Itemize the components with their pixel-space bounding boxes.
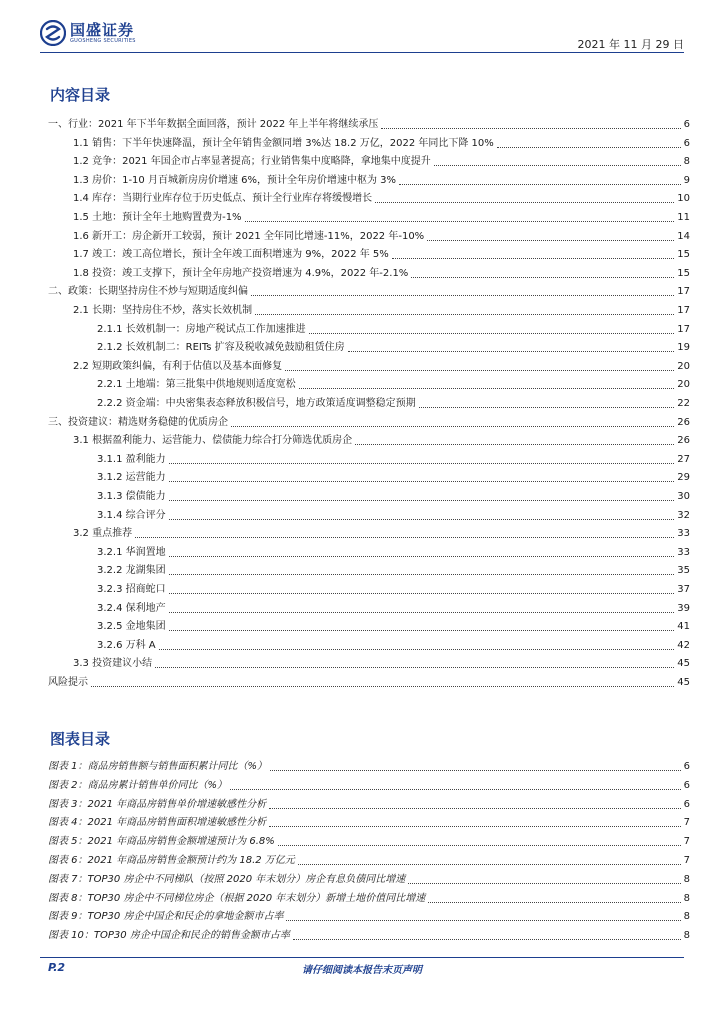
dot-leader bbox=[135, 536, 674, 538]
toc-entry-label: 3.1.2 运营能力 bbox=[97, 472, 166, 484]
toc-entry[interactable] bbox=[48, 374, 690, 392]
figure-entry-label: 图表 2：商品房累计销售单价同比（%） bbox=[48, 779, 228, 791]
toc-entry[interactable] bbox=[48, 244, 690, 262]
toc-entry-page: 17 bbox=[677, 286, 690, 298]
dot-leader bbox=[392, 257, 674, 259]
toc-entry-page: 9 bbox=[683, 174, 690, 186]
toc-entry[interactable] bbox=[48, 616, 690, 634]
figure-entry-label: 图表 5：2021 年商品房销售金额增速预计为 6.8% bbox=[48, 836, 275, 848]
header-divider bbox=[40, 52, 684, 53]
dot-leader bbox=[427, 239, 674, 241]
toc-entry-label: 3.2.1 华润置地 bbox=[97, 546, 166, 558]
dot-leader bbox=[230, 788, 681, 790]
dot-leader bbox=[169, 573, 675, 575]
figure-list-title: 图表目录 bbox=[50, 730, 111, 748]
brand-name-cn: 国盛证券 bbox=[70, 20, 135, 39]
toc-entry-label: 2.2.2 资金端：中央密集表态释放积极信号，地方政策适度调整稳定预期 bbox=[97, 398, 416, 409]
dot-leader bbox=[355, 443, 674, 445]
toc-entry-label: 3.2.6 万科 A bbox=[97, 639, 156, 651]
toc-entry[interactable] bbox=[48, 486, 690, 504]
dot-leader bbox=[381, 127, 680, 129]
toc-entry-label: 3.1.1 盈利能力 bbox=[97, 453, 166, 465]
toc-entry[interactable] bbox=[48, 579, 690, 597]
toc-entry-page: 17 bbox=[677, 305, 690, 316]
figure-entry[interactable] bbox=[48, 794, 690, 812]
toc-entry[interactable] bbox=[48, 319, 690, 337]
dot-leader bbox=[155, 666, 674, 668]
dot-leader bbox=[411, 276, 674, 278]
toc-entry-page: 8 bbox=[683, 156, 690, 168]
footer-divider bbox=[40, 957, 684, 958]
dot-leader bbox=[348, 350, 675, 352]
toc-entry-page: 30 bbox=[677, 491, 690, 502]
toc-entry-label: 3.1.3 偿债能力 bbox=[97, 491, 166, 502]
toc-entry-page: 41 bbox=[677, 621, 690, 633]
toc-entry-page: 15 bbox=[677, 249, 690, 261]
dot-leader bbox=[293, 938, 681, 940]
figure-entry-label: 图表 6：2021 年商品房销售金额预计约为 18.2 万亿元 bbox=[48, 855, 295, 866]
toc-entry-label: 3.1.4 综合评分 bbox=[97, 509, 166, 521]
toc-entry-page: 37 bbox=[677, 584, 690, 595]
toc-entry-page: 11 bbox=[677, 212, 690, 223]
dot-leader bbox=[309, 332, 675, 334]
figure-entry-label: 图表 9：TOP30 房企中国企和民企的拿地金额市占率 bbox=[48, 911, 284, 923]
dot-leader bbox=[159, 648, 675, 650]
dot-leader bbox=[270, 769, 681, 771]
figure-entry[interactable] bbox=[48, 756, 690, 774]
dot-leader bbox=[269, 825, 680, 827]
dot-leader bbox=[255, 313, 674, 315]
dot-leader bbox=[251, 294, 674, 296]
figure-entry[interactable] bbox=[48, 906, 690, 924]
toc-entry[interactable] bbox=[48, 653, 690, 671]
toc-entry-label: 2.2 短期政策纠偏，有利于估值以及基本面修复 bbox=[73, 360, 283, 372]
figure-entry[interactable] bbox=[48, 869, 690, 887]
dot-leader bbox=[399, 183, 681, 185]
toc-entry[interactable] bbox=[48, 337, 690, 355]
toc-entry[interactable] bbox=[48, 300, 690, 318]
toc-entry-label: 1.4 库存：当期行业库存位于历史低点、预计全行业库存将缓慢增长 bbox=[73, 193, 373, 205]
toc-entry[interactable] bbox=[48, 170, 690, 188]
toc-entry[interactable] bbox=[48, 430, 690, 448]
toc-entry[interactable] bbox=[48, 505, 690, 523]
toc-entry[interactable] bbox=[48, 263, 690, 281]
figure-entry-label: 图表 1：商品房销售额与销售面积累计同比（%） bbox=[48, 761, 268, 772]
dot-leader bbox=[375, 201, 674, 203]
figure-entry[interactable] bbox=[48, 812, 690, 830]
toc-entry-label: 1.8 投资：竣工支撑下，预计全年房地产投资增速为 4.9%，2022 年-2.1% bbox=[73, 267, 409, 279]
figure-entry-label: 图表 7：TOP30 房企中不同梯队（按照 2020 年末划分）房企有息负债同比增速 bbox=[48, 873, 406, 885]
toc-entry-label: 2.1.2 长效机制二：REITs 扩容及税收减免鼓励租赁住房 bbox=[97, 342, 345, 354]
figure-entry-label: 图表 10：TOP30 房企中国企和民企的销售金额市占率 bbox=[48, 930, 290, 942]
toc-entry[interactable] bbox=[48, 226, 690, 244]
dot-leader bbox=[286, 919, 680, 921]
toc-entry-page: 27 bbox=[677, 453, 690, 465]
toc-entry[interactable] bbox=[48, 598, 690, 616]
dot-leader bbox=[169, 611, 675, 613]
dot-leader bbox=[169, 555, 675, 557]
toc-entry-page: 6 bbox=[683, 119, 690, 130]
dot-leader bbox=[434, 164, 681, 166]
page-header bbox=[40, 20, 684, 52]
toc-entry-page: 33 bbox=[677, 546, 690, 558]
toc-entry-page: 45 bbox=[677, 677, 690, 688]
toc-entry-label: 3.2.5 金地集团 bbox=[97, 621, 166, 633]
figure-entry-page: 8 bbox=[683, 873, 690, 885]
report-date: 2021 年 11 月 29 日 bbox=[577, 38, 684, 51]
dot-leader bbox=[169, 518, 675, 520]
dot-leader bbox=[428, 901, 680, 903]
dot-leader bbox=[169, 462, 675, 464]
toc-entry-label: 2.2.1 土地端：第三批集中供地规则适度宽松 bbox=[97, 379, 296, 391]
toc-entry[interactable] bbox=[48, 560, 690, 578]
toc-entry-page: 26 bbox=[677, 416, 690, 428]
dot-leader bbox=[231, 425, 674, 427]
toc-entry[interactable] bbox=[48, 467, 690, 485]
toc-entry[interactable] bbox=[48, 542, 690, 560]
toc-entry-page: 26 bbox=[677, 435, 690, 447]
toc-entry-page: 39 bbox=[677, 602, 690, 614]
toc-entry[interactable] bbox=[48, 412, 690, 430]
toc-entry[interactable] bbox=[48, 523, 690, 541]
toc-entry-label: 2.1.1 长效机制一：房地产税试点工作加速推进 bbox=[97, 323, 306, 335]
toc-entry-page: 29 bbox=[677, 472, 690, 484]
toc-entry-label: 1.3 房价：1-10 月百城新房房价增速 6%，预计全年房价增速中枢为 3% bbox=[73, 174, 397, 186]
figure-entry[interactable] bbox=[48, 925, 690, 943]
toc-entry-page: 20 bbox=[677, 360, 690, 372]
figure-entry-page: 8 bbox=[683, 911, 690, 923]
dot-leader bbox=[497, 146, 681, 148]
dot-leader bbox=[169, 592, 675, 594]
dot-leader bbox=[91, 685, 674, 687]
figure-entry-page: 7 bbox=[683, 836, 690, 848]
toc-entry-label: 风险提示 bbox=[48, 677, 88, 688]
toc-entry-page: 17 bbox=[677, 323, 690, 335]
dot-leader bbox=[245, 220, 675, 222]
dot-leader bbox=[278, 844, 681, 846]
toc-entry-label: 1.7 竣工：竣工高位增长，预计全年竣工面积增速为 9%，2022 年 5% bbox=[73, 249, 389, 261]
toc-entry[interactable] bbox=[48, 133, 690, 151]
figure-entry-page: 8 bbox=[683, 930, 690, 942]
toc-entry-page: 15 bbox=[677, 267, 690, 279]
toc-entry[interactable] bbox=[48, 114, 690, 132]
page-number: P.2 bbox=[48, 961, 66, 974]
toc-entry-page: 33 bbox=[677, 528, 690, 540]
toc-entry-label: 二、政策：长期坚持房住不炒与短期适度纠偏 bbox=[48, 286, 248, 298]
brand-name-en: GUOSHENG SECURITIES bbox=[70, 37, 136, 44]
dot-leader bbox=[169, 480, 675, 482]
toc-entry[interactable] bbox=[48, 188, 690, 206]
figure-entry[interactable] bbox=[48, 831, 690, 849]
brand-logo-icon bbox=[40, 20, 66, 46]
toc-entry[interactable] bbox=[48, 635, 690, 653]
toc-entry-label: 1.5 土地：预计全年土地购置费为-1% bbox=[73, 212, 242, 223]
toc-entry[interactable] bbox=[48, 151, 690, 169]
figure-entry-page: 8 bbox=[683, 892, 690, 904]
toc-entry-page: 6 bbox=[683, 137, 690, 149]
figure-entry-page: 6 bbox=[683, 761, 690, 772]
toc-entry-page: 32 bbox=[677, 509, 690, 521]
figure-entry[interactable] bbox=[48, 850, 690, 868]
footer-disclaimer: 请仔细阅读本报告末页声明 bbox=[302, 965, 422, 976]
figure-entry[interactable] bbox=[48, 775, 690, 793]
toc-entry-label: 三、投资建议：精选财务稳健的优质房企 bbox=[48, 416, 228, 428]
toc-entry-label: 2.1 长期：坚持房住不炒，落实长效机制 bbox=[73, 305, 253, 316]
toc-entry-label: 一、行业：2021 年下半年数据全面回落，预计 2022 年上半年将继续承压 bbox=[48, 119, 379, 130]
dot-leader bbox=[408, 882, 680, 884]
toc-entry-label: 3.2.4 保利地产 bbox=[97, 602, 166, 614]
toc-title: 内容目录 bbox=[50, 86, 111, 104]
toc-entry-page: 10 bbox=[677, 193, 690, 205]
dot-leader bbox=[298, 863, 681, 865]
toc-entry-label: 1.2 竞争：2021 年国企市占率显著提高；行业销售集中度略降，拿地集中度提升 bbox=[73, 156, 431, 168]
toc-entry-label: 1.1 销售：下半年快速降温，预计全年销售金额同增 3%达 18.2 万亿，2022 年同比下降 10% bbox=[73, 137, 494, 149]
dot-leader bbox=[169, 499, 675, 501]
figure-entry[interactable] bbox=[48, 888, 690, 906]
figure-entry-page: 7 bbox=[683, 855, 690, 866]
toc-entry-label: 3.2.3 招商蛇口 bbox=[97, 584, 166, 595]
toc-entry-page: 19 bbox=[677, 342, 690, 354]
brand-logo bbox=[40, 20, 136, 46]
toc-entry[interactable] bbox=[48, 672, 690, 690]
figure-entry-page: 6 bbox=[683, 779, 690, 791]
toc-entry-page: 42 bbox=[677, 639, 690, 651]
toc-entry[interactable] bbox=[48, 356, 690, 374]
toc-entry-page: 22 bbox=[677, 398, 690, 409]
toc-entry-label: 3.2 重点推荐 bbox=[73, 528, 133, 540]
toc-entry-page: 35 bbox=[677, 565, 690, 577]
toc-entry[interactable] bbox=[48, 449, 690, 467]
figure-entry-page: 6 bbox=[683, 798, 690, 810]
figure-entry-label: 图表 3：2021 年商品房销售单价增速敏感性分析 bbox=[48, 798, 267, 810]
dot-leader bbox=[299, 387, 675, 389]
dot-leader bbox=[269, 807, 680, 809]
toc-entry-page: 20 bbox=[677, 379, 690, 391]
toc-entry-page: 45 bbox=[677, 658, 690, 670]
dot-leader bbox=[419, 406, 675, 408]
toc-entry[interactable] bbox=[48, 393, 690, 411]
toc-entry-page: 14 bbox=[677, 230, 690, 242]
figure-entry-label: 图表 8：TOP30 房企中不同梯位房企（根据 2020 年末划分）新增土地价值同比增速 bbox=[48, 892, 426, 904]
dot-leader bbox=[169, 629, 675, 631]
toc-entry-label: 1.6 新开工：房企新开工较弱，预计 2021 全年同比增速-11%，2022 年-10% bbox=[73, 230, 425, 242]
figure-entry-label: 图表 4：2021 年商品房销售面积增速敏感性分析 bbox=[48, 817, 267, 829]
toc-entry-label: 3.1 根据盈利能力、运营能力、偿债能力综合打分筛选优质房企 bbox=[73, 435, 353, 447]
figure-entry-page: 7 bbox=[683, 817, 690, 829]
toc-entry-label: 3.2.2 龙湖集团 bbox=[97, 565, 166, 577]
toc-entry[interactable] bbox=[48, 281, 690, 299]
toc-entry-label: 3.3 投资建议小结 bbox=[73, 658, 153, 670]
toc-entry[interactable] bbox=[48, 207, 690, 225]
dot-leader bbox=[285, 369, 674, 371]
